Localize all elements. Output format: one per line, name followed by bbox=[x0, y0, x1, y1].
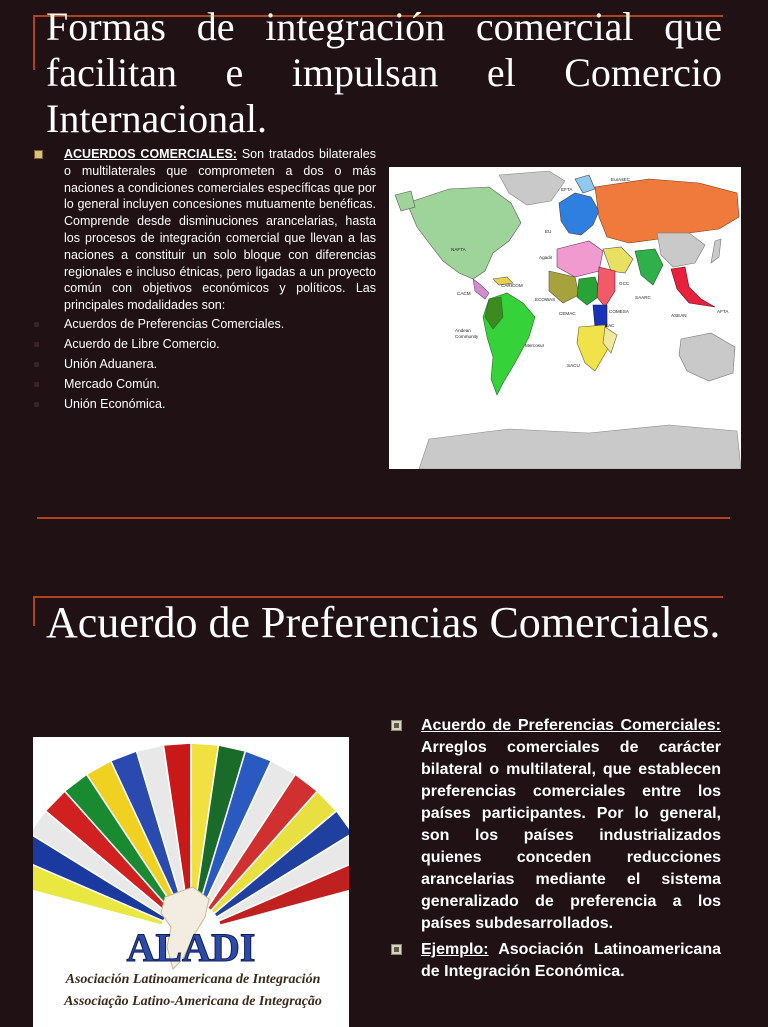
map-label-cemac: CEMAC bbox=[559, 311, 576, 316]
aladi-name-spanish: Asociación Latinoamericana de Integración bbox=[65, 972, 321, 987]
bullet-icon bbox=[34, 322, 39, 327]
list-item-label: Mercado Común. bbox=[64, 377, 160, 392]
slide-body bbox=[391, 715, 721, 987]
slide-body bbox=[34, 146, 376, 416]
map-label-asean: ASEAN bbox=[671, 313, 687, 318]
bullet-paragraph bbox=[391, 715, 721, 935]
map-label-eurasec: EurAsEC bbox=[611, 177, 630, 182]
slide-title: Formas de integración comercial que facilitan e impulsan el Comercio Internacional. bbox=[46, 4, 722, 141]
list-item bbox=[34, 316, 376, 333]
slide-divider bbox=[37, 517, 730, 519]
map-label-andean: Andean bbox=[455, 328, 471, 333]
term-acuerdo-preferencias: Acuerdo de Preferencias Comerciales: bbox=[421, 717, 721, 734]
map-label-sacu: SACU bbox=[567, 363, 580, 368]
term-acuerdos-comerciales: ACUERDOS COMERCIALES: bbox=[64, 147, 237, 161]
aladi-flags-fan-icon bbox=[33, 737, 349, 1027]
slide-preferential-agreements bbox=[0, 590, 768, 1024]
list-item bbox=[34, 376, 376, 393]
map-label-saarc: SAARC bbox=[635, 295, 651, 300]
map-label-cacm: CACM bbox=[457, 291, 471, 296]
list-item-label: Unión Aduanera. bbox=[64, 357, 158, 372]
aladi-name-portuguese: Associação Latino-Americana de Integração bbox=[64, 994, 322, 1009]
bullet-paragraph bbox=[34, 146, 376, 314]
map-label-mercosur: Mercosur bbox=[525, 343, 545, 348]
bullet-paragraph bbox=[391, 939, 721, 983]
bullet-icon bbox=[34, 402, 39, 407]
map-label-gcc: GCC bbox=[619, 281, 630, 286]
bullet-icon bbox=[34, 382, 39, 387]
aladi-logo bbox=[33, 737, 349, 1027]
bullet-icon bbox=[34, 362, 39, 367]
bullet-icon bbox=[391, 720, 402, 731]
map-label-community: Community bbox=[455, 334, 479, 339]
list-item-label: Acuerdos de Preferencias Comerciales. bbox=[64, 316, 285, 331]
map-label-eu: EU bbox=[545, 229, 552, 234]
bullet-icon bbox=[34, 150, 43, 159]
title-rule-left bbox=[33, 596, 35, 626]
bullet-icon bbox=[391, 944, 402, 955]
map-label-efta: EFTA bbox=[561, 187, 573, 192]
bullet-icon bbox=[34, 342, 39, 347]
list-item-label: Acuerdo de Libre Comercio. bbox=[64, 337, 220, 352]
term-ejemplo: Ejemplo: bbox=[421, 941, 489, 958]
title-rule-left bbox=[33, 15, 35, 70]
map-label-caricom: CARICOM bbox=[501, 283, 523, 288]
map-label-eac: EAC bbox=[605, 323, 615, 328]
definition-text: Arreglos comerciales de carácter bilateral o multilateral, que establecen preferencias comerciales entre los países participantes. Por lo general, son los países industrializados quienes conceden reducciones arancelarias mediante el sistema generalizado de preferencia a los países subdesarrollados. bbox=[421, 739, 721, 932]
list-item-label: Unión Económica. bbox=[64, 397, 166, 412]
map-label-ecowas: ECOWAS bbox=[535, 297, 556, 302]
modalities-list bbox=[34, 316, 376, 413]
list-item bbox=[34, 336, 376, 353]
map-label-nafta: NAFTA bbox=[451, 247, 466, 252]
map-label-agadir: Agadir bbox=[539, 255, 553, 260]
list-item bbox=[34, 356, 376, 373]
list-item bbox=[34, 396, 376, 413]
world-map-graphic bbox=[389, 167, 741, 469]
slide-title: Acuerdo de Preferencias Comerciales. bbox=[46, 598, 721, 647]
trade-blocs-world-map bbox=[389, 167, 741, 469]
map-label-afta: AFTA bbox=[717, 309, 729, 314]
example-text: Asociación Latinoamericana de Integración Económica. bbox=[421, 941, 721, 980]
aladi-acronym: ALADI bbox=[126, 925, 256, 970]
definition-text: Son tratados bilaterales o multilaterales que comprometen a dos o más naciones a condiciones comerciales específicas que por lo general incluyen concesiones mutuamente benéficas. Comprende desde disminuciones arancelarias, hasta los procesos de integración comercial que llevan a las naciones a constituir un solo bloque con diferencias regionales e incluso étnicas, pero ligadas a un proyecto común con objetivos económicos y políticos. Las principales modalidades son: bbox=[64, 147, 376, 313]
map-label-comesa: COMESA bbox=[609, 309, 629, 314]
